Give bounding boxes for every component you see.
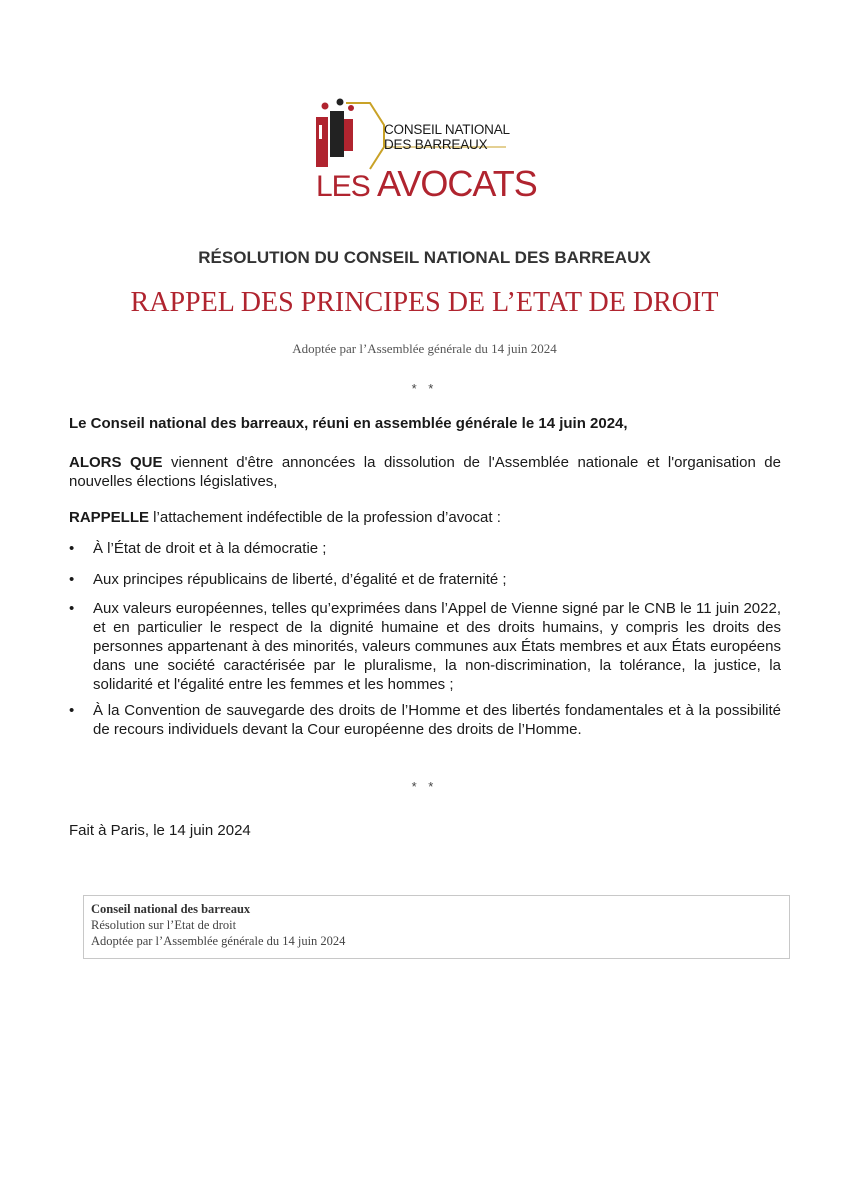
list-item-text: Aux principes républicains de liberté, d’égalité et de fraternité ; [93,571,507,588]
bullet-icon: • [69,540,75,557]
footer-org: Conseil national des barreaux [91,902,251,916]
intro-paragraph: Le Conseil national des barreaux, réuni en assemblée générale le 14 juin 2024, [69,415,628,432]
adoption-date-line: Adoptée par l’Assemblée générale du 14 juin 2024 [292,341,557,356]
footer-box [83,895,790,959]
signature-line: Fait à Paris, le 14 juin 2024 [69,822,251,839]
logo-head-dark [337,99,344,106]
resolution-heading: RÉSOLUTION DU CONSEIL NATIONAL DES BARREAUX [198,248,651,267]
logo-figure-1 [316,117,328,167]
list-item-text: À l’État de droit et à la démocratie ; [93,540,327,557]
rappelle-keyword: RAPPELLE [69,509,150,526]
footer-subject: Résolution sur l’Etat de droit [91,918,237,932]
logo-head-red [322,103,329,110]
logo-wordmark-prefix: LES [316,170,378,203]
logo-wordmark [316,163,537,205]
cnb-logo [310,95,537,205]
alors-que-paragraph [69,453,781,491]
bullet-icon: • [69,600,75,617]
alors-que-keyword: ALORS QUE [69,454,163,471]
list-item-text: À la Convention de sauvegarde des droits de l’Homme et des libertés fondamentales et à la possibilité de recours individuels devant la Cour européenne des droits de l’Homme. [93,702,781,738]
document-title: RAPPEL DES PRINCIPES DE L’ETAT DE DROIT [130,287,719,318]
list-item-text: Aux valeurs européennes, telles qu’exprimées dans l’Appel de Vienne signé par le CNB le 11 juin 2022, et en particulier le respect de la dignité humaine et des droits humains, y compris les droits des personnes appartenant à des minorités, valeurs communes aux États membres et aux États européens dans une société caractérisée par le pluralisme, la non-discrimination, la tolérance, la justice, la solidarité et l'égalité entre les femmes et les hommes ; [93,600,781,693]
alors-que-text: viennent d'être annoncées la dissolution de l'Assemblée nationale et l'organisation de nouvelles élections législatives, [69,454,781,490]
logo-wordmark-main: AVOCATS [377,163,537,204]
logo-figure-gap [319,125,322,139]
logo-figure-2 [330,111,344,157]
separator-top: * * [411,381,438,396]
footer-adopted: Adoptée par l’Assemblée générale du 14 juin 2024 [91,934,346,948]
logo-head-red-2 [348,105,354,111]
logo-figure-3 [344,119,353,151]
rappelle-text: l’attachement indéfectible de la profession d’avocat : [149,509,501,526]
bullet-icon: • [69,571,75,588]
bullet-icon: • [69,702,75,719]
rappelle-paragraph [69,508,781,527]
logo-line-2: DES BARREAUX [384,137,488,152]
separator-bottom: * * [411,779,438,794]
logo-line-1: CONSEIL NATIONAL [384,122,510,137]
